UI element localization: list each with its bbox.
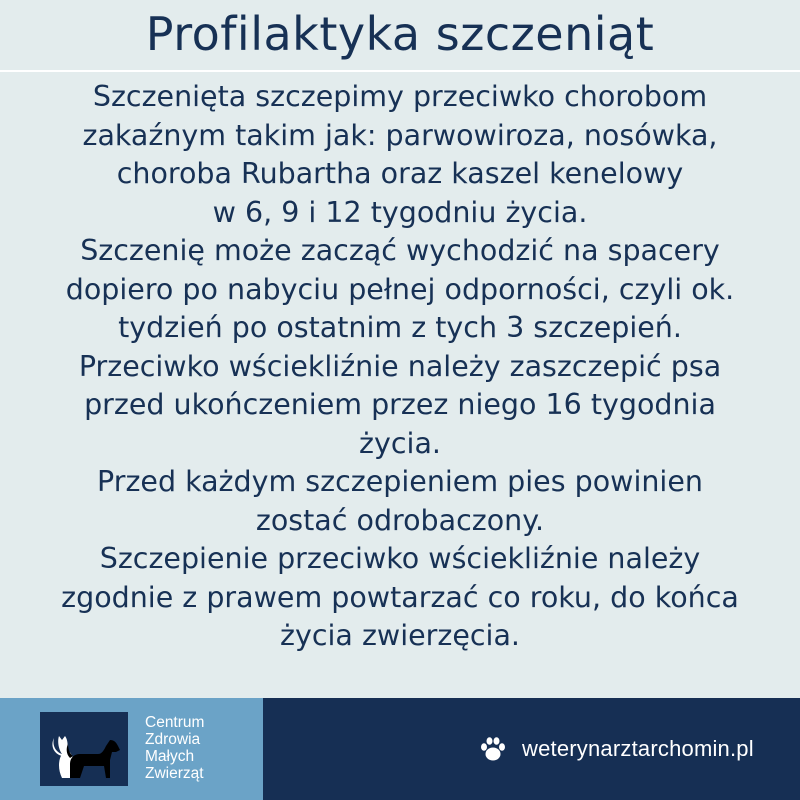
header [0,0,800,68]
logo-text [145,714,204,782]
website-link[interactable] [478,734,754,764]
cat-dog-silhouette-icon [40,712,128,786]
body-line: zgodnie z prawem powtarzać co roku, do końca [61,580,739,614]
body-line: życia. [359,426,441,460]
body-line: Przed każdym szczepieniem pies powinien [97,465,703,498]
logo-line: Zwierząt [145,765,204,782]
body-line: tydzień po ostatnim z tych 3 szczepień. [118,311,682,344]
body-text [0,78,800,656]
body-line: Szczepienie przeciwko wściekliźnie należy [99,542,701,575]
footer [0,698,800,800]
website-url: weterynarztarchomin.pl [522,736,754,761]
body-line: choroba Rubartha oraz kaszel kenelowy [116,157,684,190]
body-line: Szczenięta szczepimy przeciwko chorobom [92,80,708,113]
body-line: Przeciwko wściekliźnie należy zaszczepić psa [78,349,722,383]
body-line: dopiero po nabyciu pełnej odporności, czyli ok. [65,272,735,306]
header-divider [0,70,800,72]
footer-logo-panel [0,698,263,800]
logo-line: Małych [145,748,195,765]
body-line: życia zwierzęcia. [280,619,520,652]
logo-line: Centrum [145,714,205,731]
body-line: w 6, 9 i 12 tygodniu życia. [212,195,588,229]
logo-line: Zdrowia [145,731,201,748]
body-line: zostać odrobaczony. [255,503,545,537]
body-line: Szczenię może zacząć wychodzić na spacery [80,234,720,267]
page-title: Profilaktyka szczeniąt [145,7,655,61]
footer-website-panel [263,698,800,800]
paw-icon [478,734,508,764]
body-line: przed ukończeniem przez niego 16 tygodnia [84,388,716,421]
body-line: zakaźnym takim jak: parwowiroza, nosówka, [82,118,718,152]
